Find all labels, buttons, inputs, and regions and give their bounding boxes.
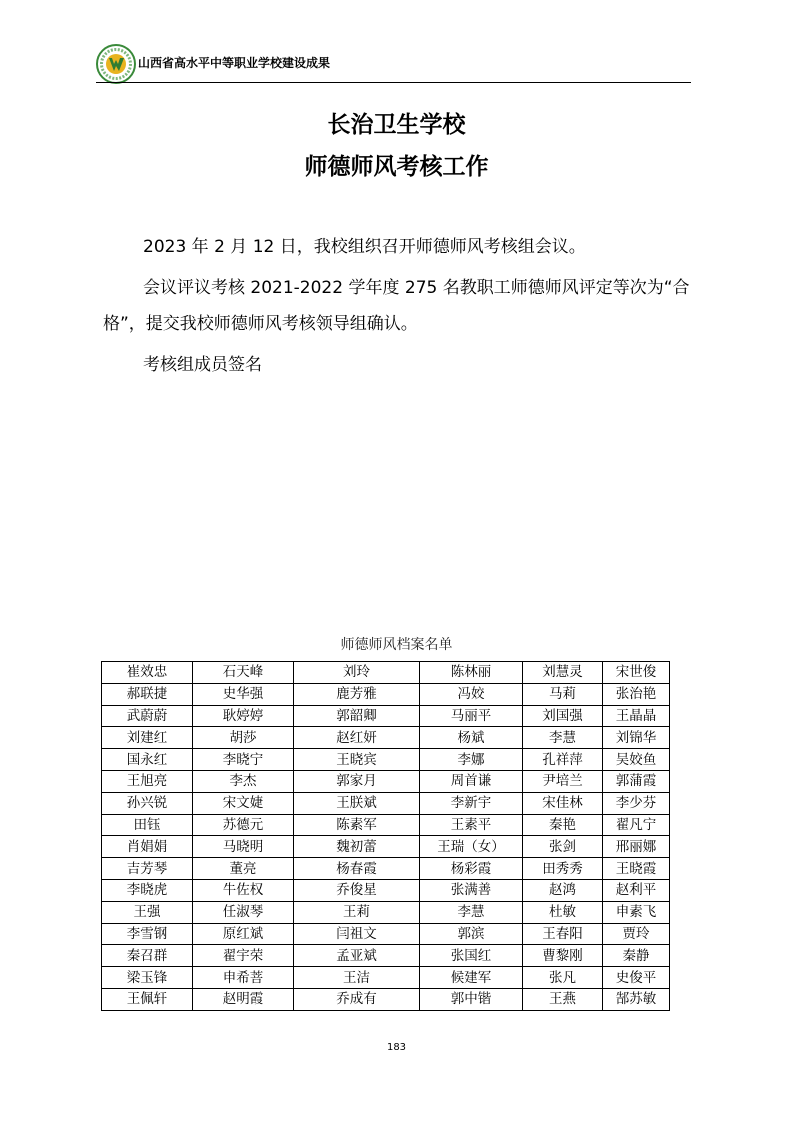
table-cell: 杨春霞 (294, 858, 420, 880)
table-cell: 郭韶卿 (294, 705, 420, 727)
table-row (102, 967, 670, 989)
table-row (102, 858, 670, 880)
staff-roster-table (101, 661, 670, 1011)
paragraph-evaluation: 会议评议考核 2021-2022 学年度 275 名教职工师德师风评定等次为“合格”，提交我校师德师风考核领导组确认。 (103, 278, 690, 334)
table-cell: 孔祥萍 (523, 749, 603, 771)
table-cell: 李慧 (523, 727, 603, 749)
table-cell: 陈林丽 (420, 662, 523, 684)
table-cell: 任淑琴 (193, 901, 294, 923)
table-cell: 郭中锴 (420, 988, 523, 1010)
table-cell: 赵利平 (603, 879, 670, 901)
table-cell: 李雪钢 (102, 923, 193, 945)
table-row (102, 727, 670, 749)
table-cell: 王晓霞 (603, 858, 670, 880)
table-cell: 李杰 (193, 770, 294, 792)
table-cell: 李晓虎 (102, 879, 193, 901)
table-cell: 刘锦华 (603, 727, 670, 749)
table-cell: 刘建红 (102, 727, 193, 749)
table-cell: 耿婷婷 (193, 705, 294, 727)
table-cell: 郭滨 (420, 923, 523, 945)
table-cell: 陈素军 (294, 814, 420, 836)
table-cell: 郝联捷 (102, 683, 193, 705)
table-cell: 吴姣鱼 (603, 749, 670, 771)
table-cell: 国永红 (102, 749, 193, 771)
table-row (102, 988, 670, 1010)
table-cell: 王素平 (420, 814, 523, 836)
table-cell: 张国红 (420, 945, 523, 967)
table-cell: 赵鸿 (523, 879, 603, 901)
table-cell: 张治艳 (603, 683, 670, 705)
table-cell: 秦召群 (102, 945, 193, 967)
page-header (96, 40, 691, 86)
table-cell: 王晶晶 (603, 705, 670, 727)
table-cell: 赵红妍 (294, 727, 420, 749)
table-cell: 原红斌 (193, 923, 294, 945)
table-cell: 孙兴锐 (102, 792, 193, 814)
table-cell: 秦艳 (523, 814, 603, 836)
paragraph-signature-label: 考核组成员签名 (143, 355, 262, 375)
header-divider (96, 82, 691, 83)
table-cell: 贾玲 (603, 923, 670, 945)
table-cell: 申希菩 (193, 967, 294, 989)
table-row (102, 836, 670, 858)
school-emblem-icon (96, 44, 136, 84)
table-row (102, 662, 670, 684)
table-cell: 孟亚斌 (294, 945, 420, 967)
page-number: 183 (386, 1042, 407, 1053)
table-row (102, 923, 670, 945)
table-cell: 申素飞 (603, 901, 670, 923)
table-cell: 曹黎刚 (523, 945, 603, 967)
table-cell: 田钰 (102, 814, 193, 836)
table-row (102, 705, 670, 727)
table-cell: 翟凡宁 (603, 814, 670, 836)
table-cell: 郭家月 (294, 770, 420, 792)
table-cell: 杜敏 (523, 901, 603, 923)
table-cell: 王春阳 (523, 923, 603, 945)
table-cell: 马莉 (523, 683, 603, 705)
table-cell: 杨彩霞 (420, 858, 523, 880)
table-cell: 乔俊星 (294, 879, 420, 901)
table-cell: 宋文婕 (193, 792, 294, 814)
table-cell: 王洁 (294, 967, 420, 989)
table-cell: 乔成有 (294, 988, 420, 1010)
table-cell: 秦静 (603, 945, 670, 967)
table-cell: 刘玲 (294, 662, 420, 684)
table-cell: 崔效忠 (102, 662, 193, 684)
table-cell: 候建军 (420, 967, 523, 989)
table-cell: 梁玉锋 (102, 967, 193, 989)
table-cell: 王旭亮 (102, 770, 193, 792)
table-cell: 史华强 (193, 683, 294, 705)
table-cell: 邢丽娜 (603, 836, 670, 858)
table-row (102, 945, 670, 967)
table-cell: 史俊平 (603, 967, 670, 989)
table-cell: 李娜 (420, 749, 523, 771)
table-row (102, 770, 670, 792)
table-cell: 武蔚蔚 (102, 705, 193, 727)
table-cell: 张剑 (523, 836, 603, 858)
table-cell: 胡莎 (193, 727, 294, 749)
table-cell: 马丽平 (420, 705, 523, 727)
paragraph-meeting-date: 2023 年 2 月 12 日，我校组织召开师德师风考核组会议。 (143, 237, 586, 257)
table-cell: 董亮 (193, 858, 294, 880)
table-cell: 刘国强 (523, 705, 603, 727)
table-cell: 宋世俊 (603, 662, 670, 684)
table-cell: 王瑞（女） (420, 836, 523, 858)
table-cell: 周首谦 (420, 770, 523, 792)
table-cell: 王佩轩 (102, 988, 193, 1010)
document-subtitle: 师德师风考核工作 (304, 154, 489, 180)
table-row (102, 901, 670, 923)
table-cell: 王莉 (294, 901, 420, 923)
table-cell: 王燕 (523, 988, 603, 1010)
table-cell: 张满善 (420, 879, 523, 901)
table-cell: 石天峰 (193, 662, 294, 684)
table-cell: 鹿芳雅 (294, 683, 420, 705)
table-cell: 王强 (102, 901, 193, 923)
table-cell: 魏初蕾 (294, 836, 420, 858)
table-cell: 郭蒲霞 (603, 770, 670, 792)
table-cell: 苏德元 (193, 814, 294, 836)
table-cell: 尹培兰 (523, 770, 603, 792)
table-cell: 张凡 (523, 967, 603, 989)
table-row (102, 749, 670, 771)
table-cell: 翟宇荣 (193, 945, 294, 967)
table-cell: 李新宇 (420, 792, 523, 814)
table-cell: 李晓宁 (193, 749, 294, 771)
table-cell: 李少芬 (603, 792, 670, 814)
table-cell: 牛佐权 (193, 879, 294, 901)
table-cell: 宋佳林 (523, 792, 603, 814)
table-cell: 李慧 (420, 901, 523, 923)
table-cell: 肖娟娟 (102, 836, 193, 858)
table-row (102, 683, 670, 705)
table-cell: 吉芳琴 (102, 858, 193, 880)
table-row (102, 814, 670, 836)
table-cell: 闫祖文 (294, 923, 420, 945)
header-title: 山西省高水平中等职业学校建设成果 (138, 56, 331, 70)
table-cell: 马晓明 (193, 836, 294, 858)
table-row (102, 792, 670, 814)
table-cell: 杨斌 (420, 727, 523, 749)
table-cell: 王晓宾 (294, 749, 420, 771)
document-title: 长治卫生学校 (327, 112, 466, 138)
table-cell: 刘慧灵 (523, 662, 603, 684)
table-caption: 师德师风档案名单 (340, 637, 453, 653)
table-cell: 冯姣 (420, 683, 523, 705)
table-row (102, 879, 670, 901)
table-cell: 王朕斌 (294, 792, 420, 814)
table-cell: 田秀秀 (523, 858, 603, 880)
table-cell: 赵明霞 (193, 988, 294, 1010)
table-cell: 郜苏敏 (603, 988, 670, 1010)
